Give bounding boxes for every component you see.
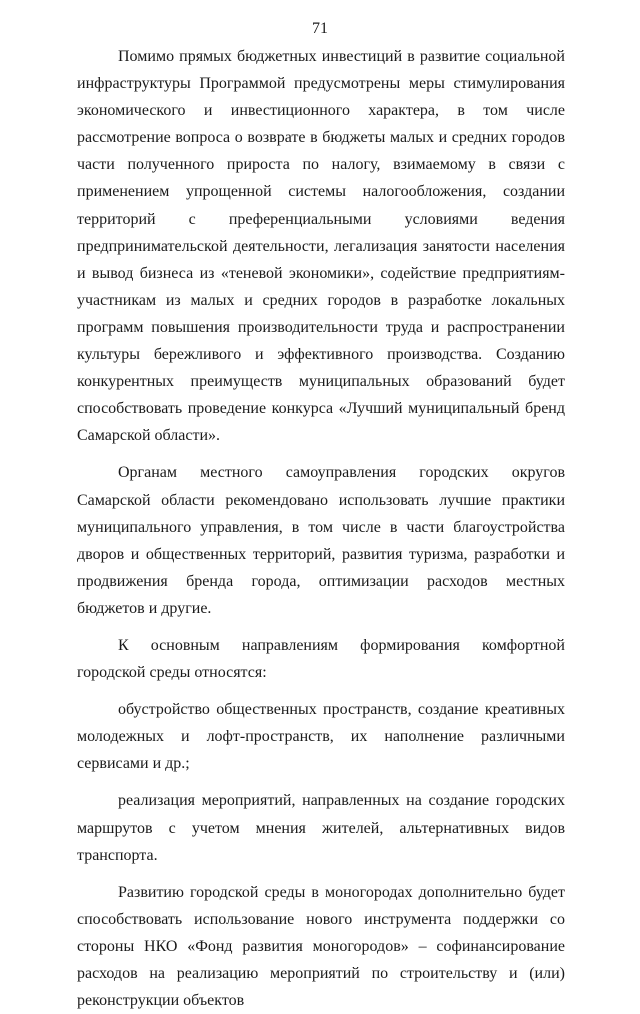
page-number: 71 bbox=[312, 20, 328, 37]
paragraph-city-routes: реализация мероприятий, направленных на создание городских маршрутов с учетом мнения жителей, альтернативных видов транспорта. bbox=[77, 792, 565, 864]
body-text bbox=[77, 43, 565, 1014]
paragraph-local-government: Органам местного самоуправления городских округов Самарской области рекомендовано использовать лучшие практики муниципального управления, в том числе в части благоустройства дворов и общественных территорий, развития туризма, разработки и продвижения бренда города, оптимизации расходов местных бюджетов и другие. bbox=[77, 464, 565, 617]
paragraph-public-spaces: обустройство общественных пространств, создание креативных молодежных и лофт-пространств, их наполнение различными сервисами и др.; bbox=[77, 701, 565, 773]
paragraph-investment-measures: Помимо прямых бюджетных инвестиций в развитие социальной инфраструктуры Программой предусмотрены меры стимулирования экономического и инвестиционного характера, в том числе рассмотрение вопроса о возврате в бюджеты малых и средних городов части полученного прироста по налогу, взимаемому в связи с применением упрощенной системы налогообложения, создании территорий с преференциальными условиями ведения предпринимательской деятельности, легализация занятости населения и вывод бизнеса из «теневой экономики», содействие предприятиям-участникам из малых и средних городов в разработке локальных программ повышения производительности труда и распространении культуры бережливого и эффективного производства. Созданию конкурентных преимуществ муниципальных образований будет способствовать проведение конкурса «Лучший муниципальный бренд Самарской области». bbox=[77, 48, 565, 445]
paragraph-monotowns-fund: Развитию городской среды в моногородах дополнительно будет способствовать использование нового инструмента поддержки со стороны НКО «Фонд развития моногородов» – софинансирование расходов на реализацию мероприятий по строительству и (или) реконструкции объектов bbox=[77, 883, 565, 1010]
paragraph-main-directions: К основным направлениям формирования комфортной городской среды относятся: bbox=[77, 636, 565, 682]
